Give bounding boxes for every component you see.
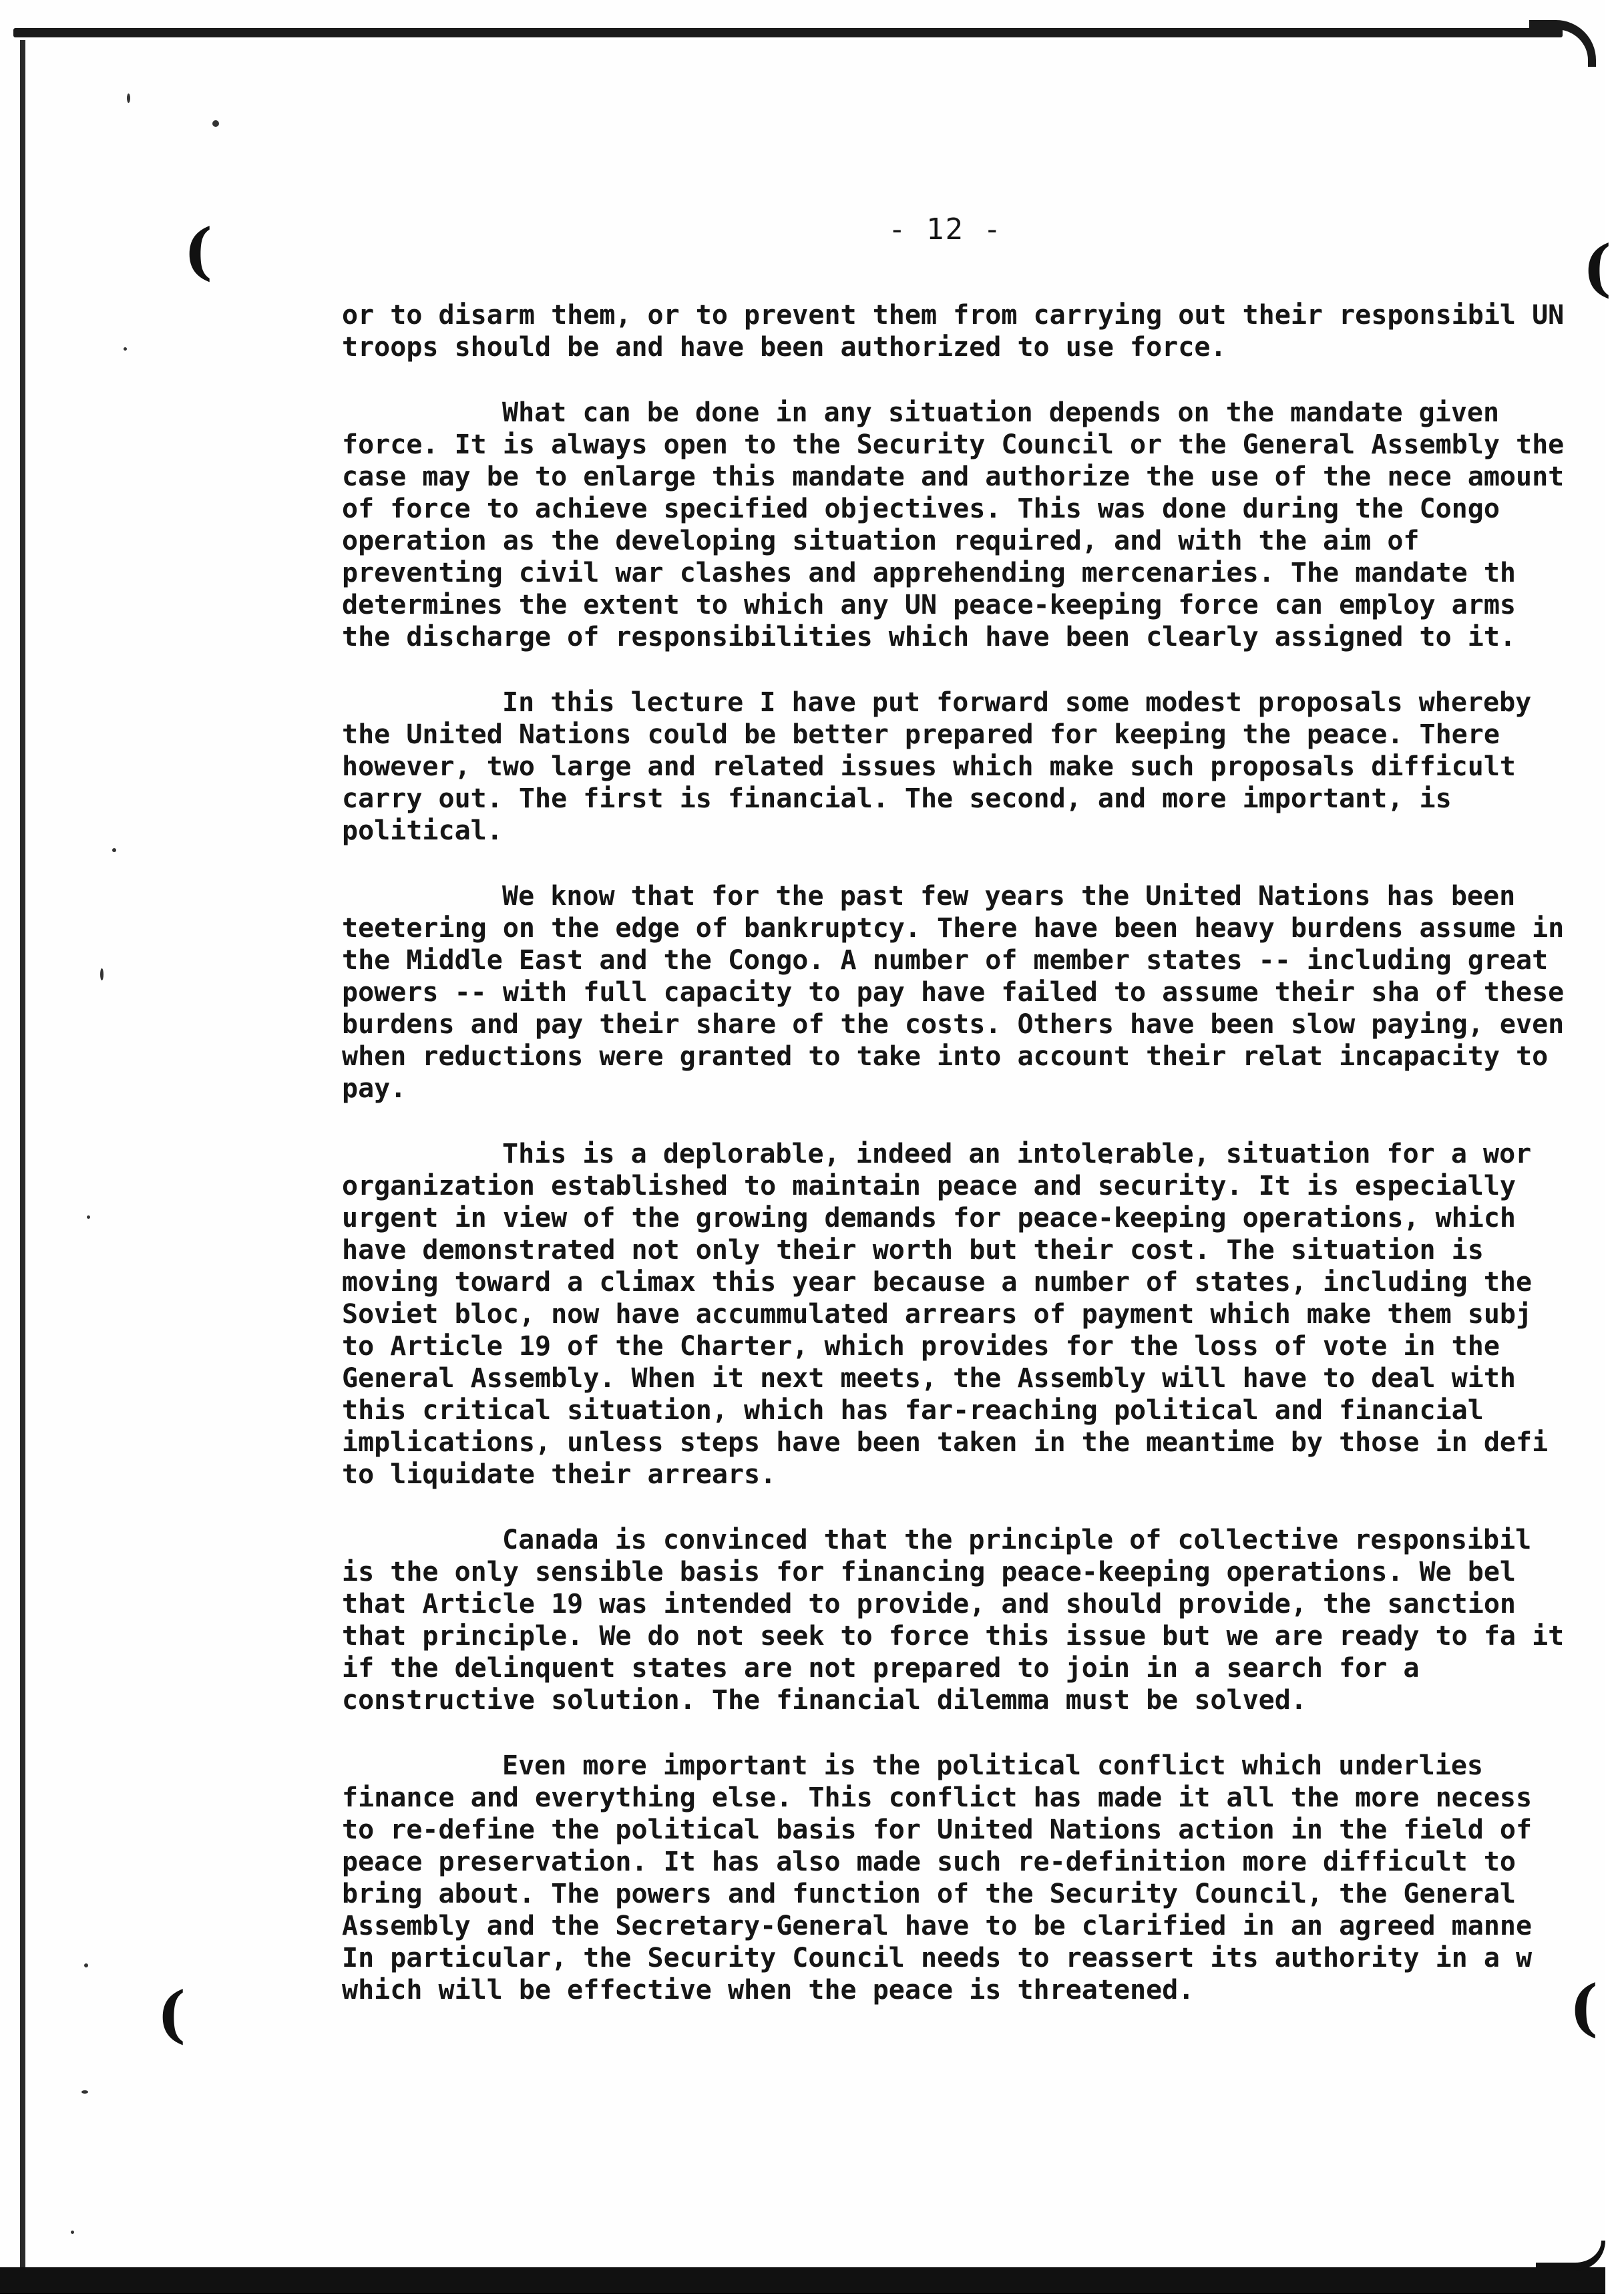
paragraph: What can be done in any situation depends on the mandate given force. It is always open to the Security Council or the General Assembly the case may be to enlarge this mandate and authorize the use of the nece amount of force to achieve specified objectives. This was done during the Congo operation as the developing situation required, and with the aim of preventing civil war clashes and apprehending mercenaries. The mandate th determines the extent to which any UN peace-keeping force can employ arms the discharge of responsibilities which have been clearly assigned to it. — [342, 397, 1565, 652]
scan-speck — [100, 968, 104, 980]
scan-top-corner — [1529, 20, 1596, 67]
scan-speck — [112, 848, 116, 852]
document-body — [342, 299, 1571, 2040]
scan-left-bracket: ( — [184, 215, 213, 287]
scan-bottom-border — [0, 2267, 1605, 2294]
scan-speck — [87, 1215, 90, 1219]
scan-speck — [212, 120, 219, 127]
paragraph: In this lecture I have put forward some modest proposals whereby the United Nations could be better prepared for keeping the peace. There however, two large and related issues which make such proposals difficult carry out. The first is financial. The second, and more important, is political. — [342, 687, 1532, 846]
paragraph: Canada is convinced that the principle of collective responsibil is the only sensible basis for financing peace-keeping operations. We bel that Article 19 was intended to provide, and should provide, the sanction that principle. We do not seek to force this issue but we are ready to fa it if the delinquent states are not prepared to join in a search for a constructive solution. The financial dilemma must be solved. — [342, 1525, 1565, 1716]
scan-speck — [124, 347, 127, 351]
paragraph: We know that for the past few years the United Nations has been teetering on the edge of bankruptcy. There have been heavy burdens assume in the Middle East and the Congo. A number of member states -- including great powers -- with full capacity to pay have failed to assume their sha of these burdens and pay their share of the costs. Others have been slow paying, even when reductions were granted to take into account their relat incapacity to pay. — [342, 881, 1565, 1104]
scan-speck — [127, 93, 130, 103]
scan-speck — [81, 2090, 88, 2094]
paragraph: Even more important is the political conflict which underlies finance and everything else. This conflict has made it all the more necess to re-define the political basis for United Nations action in the field of peace preservation. It has also made such re-definition more difficult to bring about. The powers and function of the Security Council, the General Assembly and the Secretary-General have to be clarified in an agreed manne In particular, the Security Council needs to reassert its authority in a w which will be effective when the peace is threatened. — [342, 1750, 1533, 2005]
scan-speck — [84, 1963, 88, 1967]
scan-left-bracket: ( — [157, 1978, 186, 2050]
scan-left-border — [20, 40, 25, 2277]
scan-top-border — [13, 28, 1563, 37]
scan-bottom-corner — [1536, 2241, 1605, 2271]
page-number: - 12 - — [888, 212, 1002, 246]
scan-speck — [71, 2231, 74, 2234]
scan-right-bracket: ( — [1583, 232, 1612, 304]
scan-right-bracket: ( — [1569, 1971, 1599, 2044]
paragraph: This is a deplorable, indeed an intolerable, situation for a wor organization established to maintain peace and security. It is especially urgent in view of the growing demands for peace-keeping operations, which have demonstrated not only their worth but their cost. The situation is moving toward a climax this year because a number of states, including the Soviet bloc, now have accummulated arrears of payment which make them subj to Article 19 of the Charter, which provides for the loss of vote in the General Assembly. When it next meets, the Assembly will have to deal with this critical situation, which has far-reaching political and financial implications, unless steps have been taken in the meantime by those in defi to liquidate their arrears. — [342, 1139, 1549, 1490]
paragraph-continuation: or to disarm them, or to prevent them from carrying out their responsibil UN troops should be and have been authorized to use force. — [342, 300, 1565, 363]
